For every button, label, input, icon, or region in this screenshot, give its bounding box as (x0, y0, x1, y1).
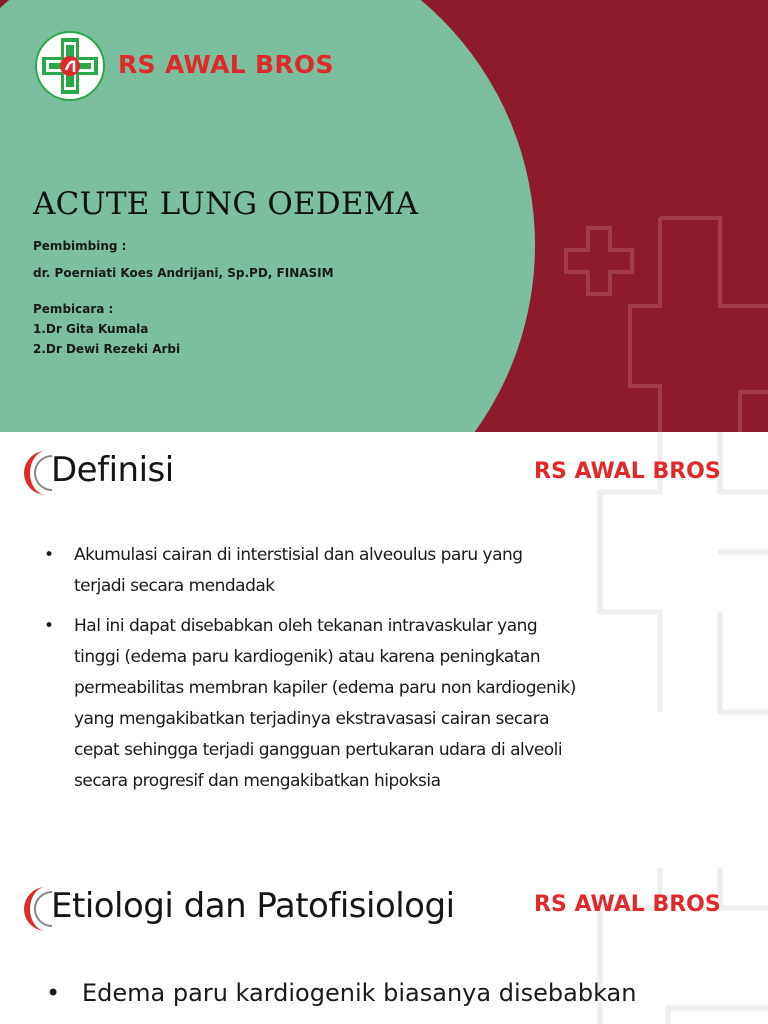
speaker-2: 2.Dr Dewi Rezeki Arbi (33, 342, 181, 356)
bullet-line: Akumulasi cairan di interstisial dan alveoulus paru yang (74, 545, 523, 565)
bullet-line: terjadi secara mendadak (74, 576, 275, 596)
crescent-accent-icon (20, 884, 54, 934)
bullet-line: permeabilitas membran kapiler (edema paru non kardiogenik) (74, 678, 576, 698)
hospital-brand-name: RS AWAL BROS (118, 50, 334, 79)
bullet-item (46, 975, 752, 1011)
bullet-line: cepat sehingga terjadi gangguan pertukaran udara di alveoli (74, 740, 563, 760)
bullet-icon: • (46, 979, 61, 1007)
bullet-line: Edema paru kardiogenik biasanya disebabkan (82, 979, 637, 1007)
definition-bullets (44, 540, 744, 806)
hospital-brand-name: RS AWAL BROS (534, 459, 721, 484)
presentation-title: ACUTE LUNG OEDEMA (33, 186, 419, 222)
crescent-accent-icon (20, 448, 54, 498)
bullet-item (44, 540, 744, 602)
slide-title-definisi: Definisi (51, 450, 174, 490)
bullet-line: Hal ini dapat disebabkan oleh tekanan intravaskular yang (74, 616, 538, 636)
supervisor-name: dr. Poerniati Koes Andrijani, Sp.PD, FINASIM (33, 266, 334, 280)
bullet-line: secara progresif dan mengakibatkan hipoksia (74, 771, 441, 791)
slide-title-etiologi: Etiologi dan Patofisiologi (51, 886, 455, 926)
supervisor-label: Pembimbing : (33, 239, 127, 253)
etiology-bullets (46, 975, 752, 1011)
speaker-1: 1.Dr Gita Kumala (33, 322, 149, 336)
speakers-label: Pembicara : (33, 302, 114, 316)
title-slide (0, 0, 768, 432)
hospital-logo-icon (34, 30, 106, 102)
bullet-item (44, 611, 744, 797)
bullet-icon: • (44, 545, 54, 565)
bullet-line: tinggi (edema paru kardiogenik) atau karena peningkatan (74, 647, 541, 667)
bullet-icon: • (44, 616, 54, 636)
hospital-brand-name: RS AWAL BROS (534, 892, 721, 917)
bullet-line: yang mengakibatkan terjadinya ekstravasasi cairan secara (74, 709, 549, 729)
